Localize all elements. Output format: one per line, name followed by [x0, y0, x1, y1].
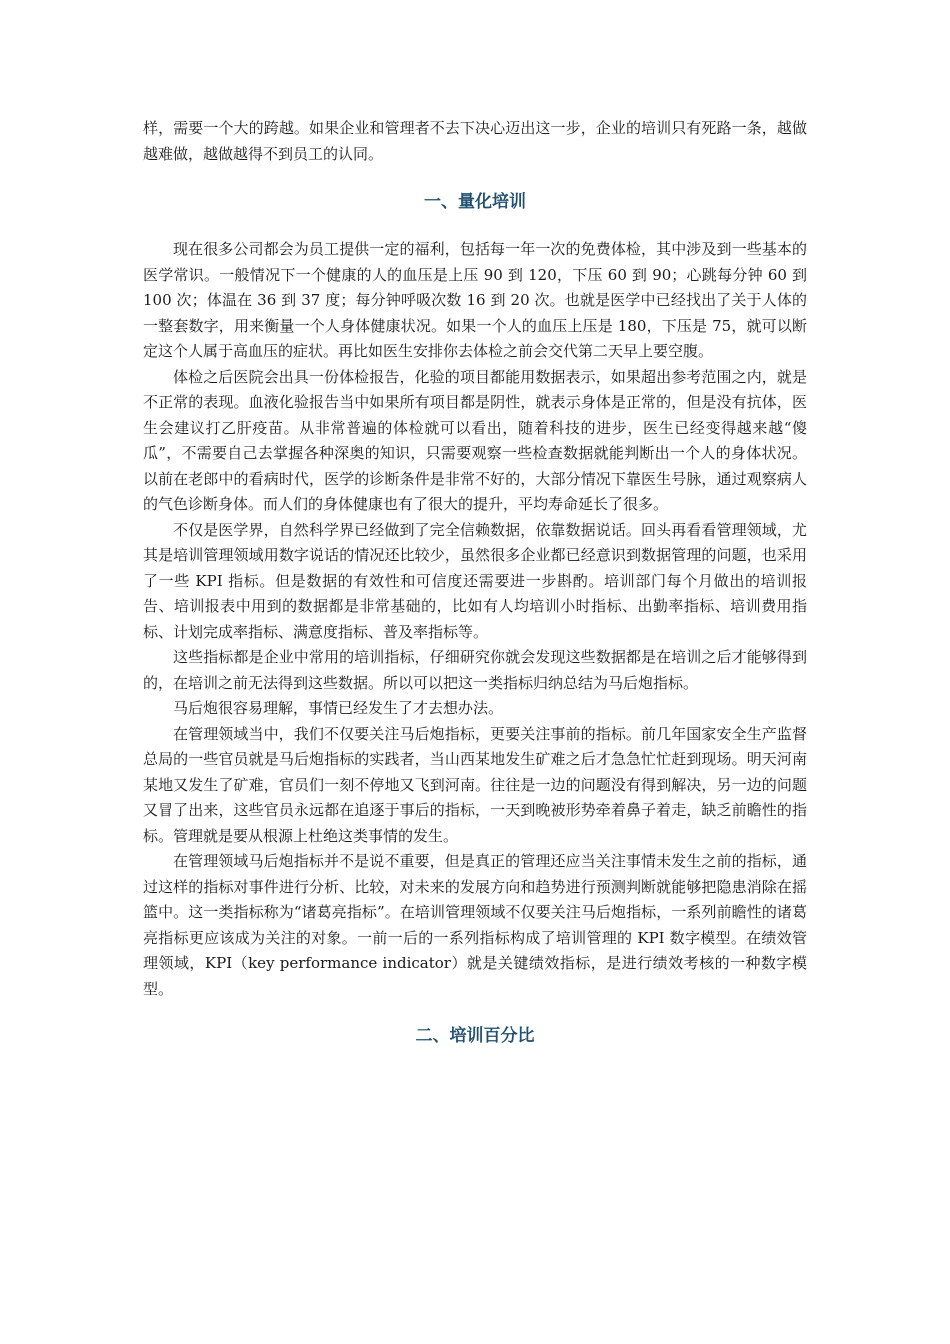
body-paragraph: 在管理领域马后炮指标并不是说不重要，但是真正的管理还应当关注事情未发生之前的指标，通过这样的指标对事件进行分析、比较，对未来的发展方向和趋势进行预测判断就能够把隐患消除在摇篮中。这一类指标称为“诸葛亮指标”。在培训管理领域不仅要关注马后炮指标，一系列前瞻性的诸葛亮指标更应该成为关注的对象。一前一后的一系列指标构成了培训管理的 KPI 数字模型。在绩效管理领域，KPI（key performance indicator）就是关键绩效指标，是进行绩效考核的一种数字模型。 [143, 852, 807, 998]
body-paragraph: 现在很多公司都会为员工提供一定的福利，包括每一年一次的免费体检，其中涉及到一些基本的医学常识。一般情况下一个健康的人的血压是上压 90 到 120，下压 60 到 90；心跳每分钟 60 到 100 次；体温在 36 到 37 度；每分钟呼吸次数 16 到 20 次。也就是医学中已经找出了关于人体的一整套数字，用来衡量一个人身体健康状况。如果一个人的血压上压是 180，下压是 75，就可以断定这个人属于高血压的症状。再比如医生安排你去体检之前会交代第二天早上要空腹。 [143, 240, 807, 360]
body-paragraph: 这些指标都是企业中常用的培训指标，仔细研究你就会发现这些数据都是在培训之后才能够得到的，在培训之前无法得到这些数据。所以可以把这一类指标归纳总结为马后炮指标。 [143, 648, 807, 692]
body-paragraph: 不仅是医学界，自然科学界已经做到了完全信赖数据，依靠数据说话。回头再看看管理领域，尤其是培训管理领域用数字说话的情况还比较少，虽然很多企业都已经意识到数据管理的问题，也采用了一些 KPI 指标。但是数据的有效性和可信度还需要进一步斟酌。培训部门每个月做出的培训报告、培训报表中用到的数据都是非常基础的，比如有人均培训小时指标、出勤率指标、培训费用指标、计划完成率指标、满意度指标、普及率指标等。 [143, 520, 807, 641]
body-paragraph: 马后炮很容易理解，事情已经发生了才去想办法。 [173, 699, 504, 717]
document-page [143, 116, 807, 1048]
body-paragraph: 体检之后医院会出具一份体检报告，化验的项目都能用数据表示，如果超出参考范围之内，就是不正常的表现。血液化验报告当中如果所有项目都是阴性，就表示身体是正常的，但是没有抗体，医生会建议打乙肝疫苗。从非常普遍的体检就可以看出，随着科技的进步，医生已经变得越来越“傻瓜”，不需要自己去掌握各种深奥的知识，只需要观察一些检查数据就能判断出一个人的身体状况。以前在老郎中的看病时代，医学的诊断条件是非常不好的，大部分情况下靠医生号脉，通过观察病人的气色诊断身体。而人们的身体健康也有了很大的提升，平均寿命延长了很多。 [143, 367, 807, 513]
section-heading-training-percentage: 二、培训百分比 [415, 1026, 535, 1046]
body-paragraph: 在管理领域当中，我们不仅要关注马后炮指标，更要关注事前的指标。前几年国家安全生产监督总局的一些官员就是马后炮指标的实践者，当山西某地发生矿难之后才急急忙忙赶到现场。明天河南某地又发生了矿难，官员们一刻不停地又飞到河南。往往是一边的问题没有得到解决，另一边的问题又冒了出来，这些官员永远都在追逐于事后的指标，一天到晚被形势牵着鼻子着走，缺乏前瞻性的指标。管理就是要从根源上杜绝这类事情的发生。 [143, 724, 807, 845]
section-heading-quantified-training: 一、量化培训 [424, 192, 526, 212]
intro-paragraph: 样，需要一个大的跨越。如果企业和管理者不去下决心迈出这一步，企业的培训只有死路一条，越做越难做，越做越得不到员工的认同。 [143, 119, 807, 163]
